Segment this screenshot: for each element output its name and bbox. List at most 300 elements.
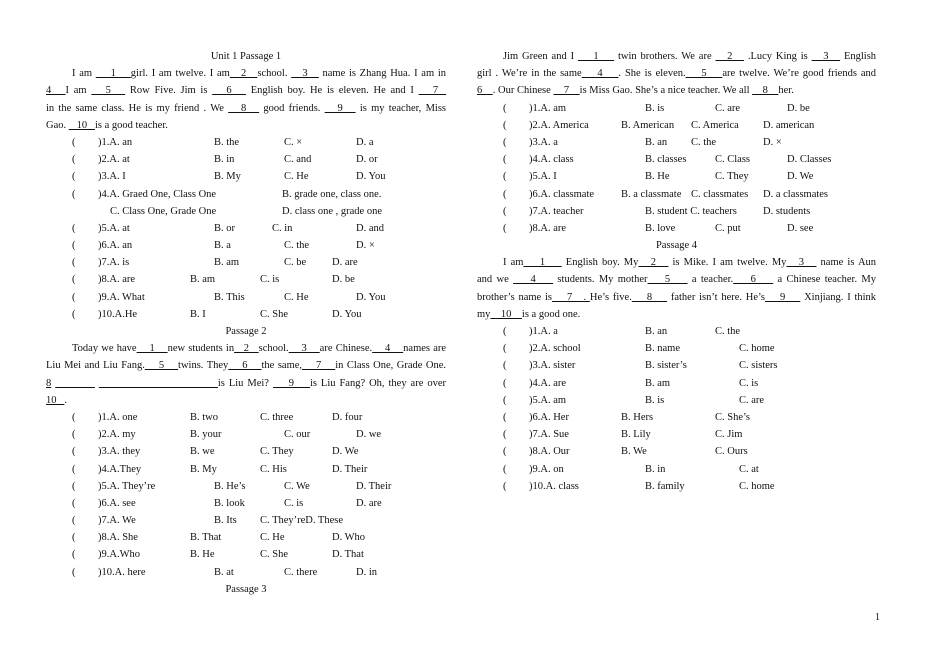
option-text: B. an (645, 136, 668, 148)
question-options-row (477, 220, 876, 237)
answer-blank: 8 (752, 85, 779, 97)
text-run: father isn’t here. He’s (667, 291, 766, 303)
text-run: school. (258, 343, 289, 355)
option-text: D. Classes (787, 154, 832, 166)
text-run: in the same class. He is my friend . We (46, 102, 229, 114)
passage-text-line (477, 254, 876, 271)
option-text: B. family (645, 480, 685, 492)
answer-blank: 2 (234, 343, 259, 355)
option-text: C. He (284, 171, 309, 183)
option-text: C. home (739, 480, 775, 492)
question-options-row (46, 271, 446, 288)
option-text: B. in (645, 463, 666, 475)
option-text: B. He (190, 549, 215, 561)
option-text: C. our (284, 429, 311, 441)
option-text: )7.A. is (98, 257, 130, 269)
option-text: D. × (763, 136, 782, 148)
option-text: C. Class (715, 154, 751, 166)
answer-bracket: ( (503, 188, 507, 200)
answer-bracket: ( (503, 480, 507, 492)
text-run: a teacher. (687, 274, 734, 286)
answer-blank: 8 (228, 102, 260, 114)
text-run: names are (403, 343, 447, 355)
option-text: D. be (787, 102, 810, 114)
option-text: )6.A. see (98, 497, 136, 509)
question-options-row (46, 134, 446, 151)
text-run: brother’s name is (477, 291, 552, 303)
option-text: D. a classmates (763, 188, 829, 200)
option-text: )3.A. a (529, 136, 558, 148)
option-text: D. are (332, 257, 358, 269)
option-text: C. at (739, 463, 759, 475)
answer-bracket: ( (503, 360, 507, 372)
answer-blank: 9 (765, 291, 801, 303)
text-run: students. My mother (553, 274, 648, 286)
question-options-row (46, 478, 446, 495)
answer-bracket: ( (72, 463, 76, 475)
option-text: C. home (739, 343, 775, 355)
option-text: )8.A. are (529, 222, 567, 234)
option-text: B. two (190, 411, 219, 423)
answer-bracket: ( (503, 205, 507, 217)
text-run: Gao. (46, 119, 69, 131)
answer-bracket: ( (503, 394, 507, 406)
question-options-row (46, 151, 446, 168)
option-text: D. in (356, 566, 377, 578)
answer-bracket: ( (503, 429, 507, 441)
option-text: D. are (356, 497, 382, 509)
option-text: D. You (356, 291, 386, 303)
answer-blank: 8 (46, 377, 52, 389)
option-text: D. × (356, 240, 375, 252)
option-text: )4.A. Graed One, Class One (98, 188, 217, 200)
answer-bracket: ( (72, 532, 76, 544)
option-text: B. am (645, 377, 671, 389)
option-text: )5.A. at (98, 222, 130, 234)
question-options-row (477, 392, 876, 409)
answer-bracket: ( (72, 411, 76, 423)
option-text: )5.A. I (529, 171, 557, 183)
question-options-row (46, 461, 446, 478)
option-text: C. She (260, 549, 289, 561)
option-text: B. look (214, 497, 245, 509)
text-run: my (477, 308, 491, 320)
passage-text-line (477, 306, 876, 323)
option-text: D. Who (332, 532, 366, 544)
answer-bracket: ( (72, 154, 76, 166)
text-run: is Miss Gao. She’s a nice teacher. We all (579, 85, 753, 97)
question-options-row (477, 100, 876, 117)
answer-bracket: ( (503, 136, 507, 148)
answer-bracket: ( (72, 240, 76, 252)
passage-text-line (46, 357, 446, 374)
option-text: C. the (715, 326, 741, 337)
option-text: D. Their (356, 480, 392, 492)
text-run: twin brothers. We are (614, 51, 716, 62)
option-text: )8.A. Our (529, 446, 570, 458)
answer-bracket: ( (72, 429, 76, 441)
answer-bracket: ( (72, 274, 76, 286)
question-options-row (477, 461, 876, 478)
question-options-row (46, 443, 446, 460)
text-run: good friends. (259, 102, 325, 114)
option-text: B. am (214, 257, 240, 269)
question-options-row (477, 186, 876, 203)
option-text: C. He (284, 291, 309, 303)
option-text: C. They’reD. These (260, 515, 344, 527)
answer-bracket: ( (503, 119, 507, 131)
option-text: )10.A. here (98, 566, 146, 578)
passage-heading: Unit 1 Passage 1 (210, 51, 282, 62)
answer-blank: 3 (786, 257, 817, 269)
answer-bracket: ( (72, 446, 76, 458)
answer-bracket: ( (503, 377, 507, 389)
option-text: C. × (284, 136, 303, 148)
option-text: C. His (260, 463, 287, 475)
passage-text-line (46, 82, 446, 99)
answer-bracket: ( (503, 222, 507, 234)
answer-bracket: ( (72, 291, 76, 303)
option-text: D. four (332, 411, 363, 423)
option-text: )3.A. they (98, 446, 141, 458)
option-text: D. You (356, 171, 386, 183)
answer-bracket: ( (503, 343, 507, 355)
option-text: B. name (645, 343, 680, 355)
text-run: a Chinese teacher. My (773, 274, 877, 286)
option-text: B. or (214, 222, 235, 234)
answer-bracket: ( (72, 171, 76, 183)
question-options-row (46, 186, 446, 203)
option-text: B. love (645, 222, 676, 234)
answer-bracket: ( (503, 102, 507, 114)
text-run: in Class One, Grade One. (335, 360, 447, 372)
question-options-row (477, 323, 876, 340)
passage-text-line (46, 100, 446, 117)
option-text: D. and (356, 222, 384, 234)
question-options-row (46, 306, 446, 323)
text-run: name is Zhang Hua. I am in (318, 68, 447, 80)
answer-blank: 9 (324, 102, 356, 114)
option-text: )5.A. am (529, 394, 567, 406)
text-run: the same, (261, 360, 303, 372)
text-run: .Lucy King is (743, 51, 812, 62)
option-text: C. put (715, 222, 741, 234)
option-text: B. American (621, 119, 675, 131)
answer-bracket: ( (72, 497, 76, 509)
text-run: is Liu Mei? (217, 377, 273, 389)
text-run: Xinjiang. I think (800, 291, 877, 303)
option-text: D. You (332, 308, 362, 320)
option-text: C. sisters (739, 360, 778, 372)
question-options-row (46, 220, 446, 237)
question-options-row (46, 289, 446, 306)
option-text: D. We (787, 171, 814, 183)
option-text: )4.A.They (98, 463, 142, 475)
question-options-row (477, 357, 876, 374)
option-text: C. Class One, Grade One (110, 205, 217, 217)
text-run: is a good one. (521, 308, 581, 320)
question-options-row (477, 478, 876, 495)
answer-blank: 5 (144, 360, 179, 372)
answer-blank: 10 (68, 119, 95, 131)
option-text: B. My (190, 463, 217, 475)
option-text: D. american (763, 119, 815, 131)
question-options-row (477, 203, 876, 220)
option-text: C. is (739, 377, 759, 389)
question-options-row (46, 512, 446, 529)
answer-blank: 5 (91, 85, 126, 97)
answer-blank: 2 (715, 51, 744, 62)
answer-blank: 1 (523, 257, 562, 269)
option-text: B. I (190, 308, 206, 320)
answer-bracket: ( (503, 154, 507, 166)
option-text: C. Ours (715, 446, 748, 458)
passage-text-line (46, 375, 446, 392)
option-text: B. He (645, 171, 670, 183)
option-text: B. am (190, 274, 216, 286)
option-text: )1.A. am (529, 102, 567, 114)
option-text: B. a (214, 240, 231, 252)
option-text: )10.A.He (98, 308, 138, 320)
option-text: B. sister’s (645, 360, 687, 372)
option-text: )4.A. class (529, 154, 574, 166)
option-text: C. She’s (715, 411, 751, 423)
question-options-row (46, 529, 446, 546)
option-text: B. Its (214, 515, 237, 527)
option-text: )5.A. They’re (98, 480, 156, 492)
answer-blank: 7 (553, 85, 580, 97)
answer-blank: 3 (288, 343, 320, 355)
passage-text-line (46, 65, 446, 82)
answer-bracket: ( (503, 171, 507, 183)
option-text: D. a (356, 136, 374, 148)
answer-blank: 10 (46, 394, 65, 406)
option-text: C. America (691, 119, 739, 131)
option-text: )9.A. on (529, 463, 564, 475)
question-options-row (46, 426, 446, 443)
passage-text-line (477, 82, 876, 99)
text-run: I am (503, 257, 524, 269)
text-run: twins. They (178, 360, 229, 372)
option-text: )9.A.Who (98, 549, 140, 561)
text-run: is Mike. I am twelve. My (668, 257, 787, 269)
answer-blank: 1 (577, 51, 615, 62)
question-options-row (46, 564, 446, 581)
passage-text-line (46, 392, 446, 409)
option-text: )6.A. classmate (529, 188, 595, 200)
question-options-row (477, 117, 876, 134)
option-text: C. the (284, 240, 310, 252)
answer-bracket: ( (503, 326, 507, 337)
answer-blank: 9 (272, 377, 310, 389)
text-run: are Chinese. (319, 343, 373, 355)
text-run: girl. I am twelve. I am (130, 68, 230, 80)
option-text: B. is (645, 102, 665, 114)
question-options-row (477, 443, 876, 460)
option-text: C. We (284, 480, 310, 492)
answer-bracket: ( (503, 446, 507, 458)
option-text: D. be (332, 274, 355, 286)
answer-blank: 6 (212, 85, 246, 97)
answer-blank: 7 (418, 85, 447, 97)
answer-blank (55, 378, 95, 389)
question-options-row (46, 495, 446, 512)
question-options-row (46, 409, 446, 426)
option-text: C. classmates (691, 188, 749, 200)
option-text: B. That (190, 532, 222, 544)
option-text: )1.A. an (98, 136, 133, 148)
option-text: )9.A. What (98, 291, 145, 303)
text-run: English (840, 51, 877, 62)
option-text: C. is (260, 274, 280, 286)
answer-blank: 4 (46, 85, 66, 97)
option-text: C. She (260, 308, 289, 320)
answer-blank: 4 (372, 343, 404, 355)
text-run: I am (65, 85, 92, 97)
text-run: . She is eleven. (618, 68, 686, 80)
option-text: C. They (260, 446, 294, 458)
question-options-row (46, 237, 446, 254)
answer-blank: 3 (811, 51, 841, 62)
question-options-row (477, 375, 876, 392)
option-text: B. is (645, 394, 665, 406)
option-text: D. That (332, 549, 364, 561)
answer-blank: 8 (631, 291, 668, 303)
option-text: C. is (284, 497, 304, 509)
text-run: is a good teacher. (95, 119, 168, 131)
page-number: 1 (875, 612, 880, 623)
question-options-row (46, 203, 446, 220)
answer-bracket: ( (72, 480, 76, 492)
passage-text-line (477, 289, 876, 306)
option-text: B. grade one, class one. (282, 188, 382, 200)
text-run: He’s five. (589, 291, 632, 303)
answer-bracket: ( (503, 411, 507, 423)
answer-blank: 7 (302, 360, 336, 372)
option-text: )1.A. one (98, 411, 138, 423)
answer-blank: 6 (733, 274, 774, 286)
passage-heading: Passage 4 (655, 240, 698, 252)
question-options-row (477, 340, 876, 357)
passage-text-line (46, 340, 446, 357)
answer-blank: 5 (685, 68, 723, 80)
option-text: B. your (190, 429, 222, 441)
option-text: C. the (691, 136, 717, 148)
option-text: )6.A. Her (529, 411, 569, 423)
text-run: Row Five. Jim is (125, 85, 213, 97)
answer-blank: 4 (581, 68, 619, 80)
answer-bracket: ( (72, 549, 76, 561)
question-options-row (477, 409, 876, 426)
answer-blank: 6 (228, 360, 262, 372)
option-text: )8.A. are (98, 274, 136, 286)
option-text: B. classes (645, 154, 687, 166)
answer-bracket: ( (503, 463, 507, 475)
option-text: B. Lily (621, 429, 651, 441)
text-run: is my teacher, Miss (355, 102, 446, 114)
answer-bracket: ( (72, 515, 76, 527)
option-text: D. see (787, 222, 814, 234)
option-text: )6.A. an (98, 240, 133, 252)
option-text: )7.A. teacher (529, 205, 584, 217)
passage-heading: Passage 2 (225, 326, 267, 337)
passage-text-line (477, 48, 876, 65)
text-run: English boy. He is eleven. He and I (245, 85, 419, 97)
answer-blank: 2 (638, 257, 669, 269)
option-text: B. student C. teachers (645, 205, 737, 217)
text-run: name is Aun (816, 257, 877, 269)
option-text: )8.A. She (98, 532, 138, 544)
option-text: C. three (260, 411, 294, 423)
option-text: )7.A. We (98, 515, 136, 527)
answer-bracket: ( (72, 566, 76, 578)
option-text: C. He (260, 532, 285, 544)
answer-blank: 1 (136, 343, 168, 355)
option-text: C. are (739, 394, 765, 406)
text-run: new students in (167, 343, 235, 355)
option-text: D. we (356, 429, 382, 441)
question-options-row (46, 254, 446, 271)
question-options-row (46, 546, 446, 563)
option-text: )10.A. class (529, 480, 579, 492)
option-text: C. They (715, 171, 749, 183)
option-text: D. Their (332, 463, 368, 475)
option-text: B. at (214, 566, 234, 578)
option-text: D. class one , grade one (282, 205, 383, 217)
text-run: Jim Green and I (503, 51, 578, 62)
answer-blank: 6 (477, 85, 493, 97)
option-text: D. We (332, 446, 359, 458)
question-options-row (477, 134, 876, 151)
text-run: Liu Mei and Liu Fang. (46, 360, 145, 372)
answer-blank: 1 (95, 68, 131, 80)
answer-bracket: ( (72, 222, 76, 234)
option-text: )2.A. America (529, 119, 589, 131)
question-options-row (46, 168, 446, 185)
text-run: is Liu Fang? Oh, they are over (309, 377, 446, 389)
option-text: B. a classmate (621, 188, 682, 200)
option-text: B. the (214, 136, 240, 148)
passage-heading: Passage 3 (225, 583, 267, 595)
option-text: )2.A. at (98, 154, 130, 166)
answer-blank: 10 (490, 308, 522, 320)
answer-bracket: ( (72, 136, 76, 148)
answer-bracket: ( (72, 257, 76, 269)
passage-text-line (477, 271, 876, 288)
option-text: D. students (763, 205, 811, 217)
option-text: B. This (214, 291, 245, 303)
text-run: are twelve. We’re good friends and (722, 68, 876, 80)
text-run: I am (72, 68, 96, 80)
option-text: )4.A. are (529, 377, 567, 389)
question-options-row (477, 168, 876, 185)
text-run: . Our Chinese (492, 85, 554, 97)
option-text: C. there (284, 566, 318, 578)
option-text: B. an (645, 326, 668, 337)
option-text: )2.A. my (98, 429, 136, 441)
option-text: )3.A. sister (529, 360, 576, 372)
answer-bracket: ( (72, 308, 76, 320)
option-text: )3.A. I (98, 171, 126, 183)
right-column (477, 48, 876, 495)
answer-blank: 5 (647, 274, 688, 286)
text-run: English boy. My (561, 257, 639, 269)
passage-text-line (477, 65, 876, 82)
question-options-row (477, 151, 876, 168)
text-run: and we (477, 274, 514, 286)
option-text: B. Hers (621, 411, 654, 423)
option-text: C. be (284, 257, 307, 269)
